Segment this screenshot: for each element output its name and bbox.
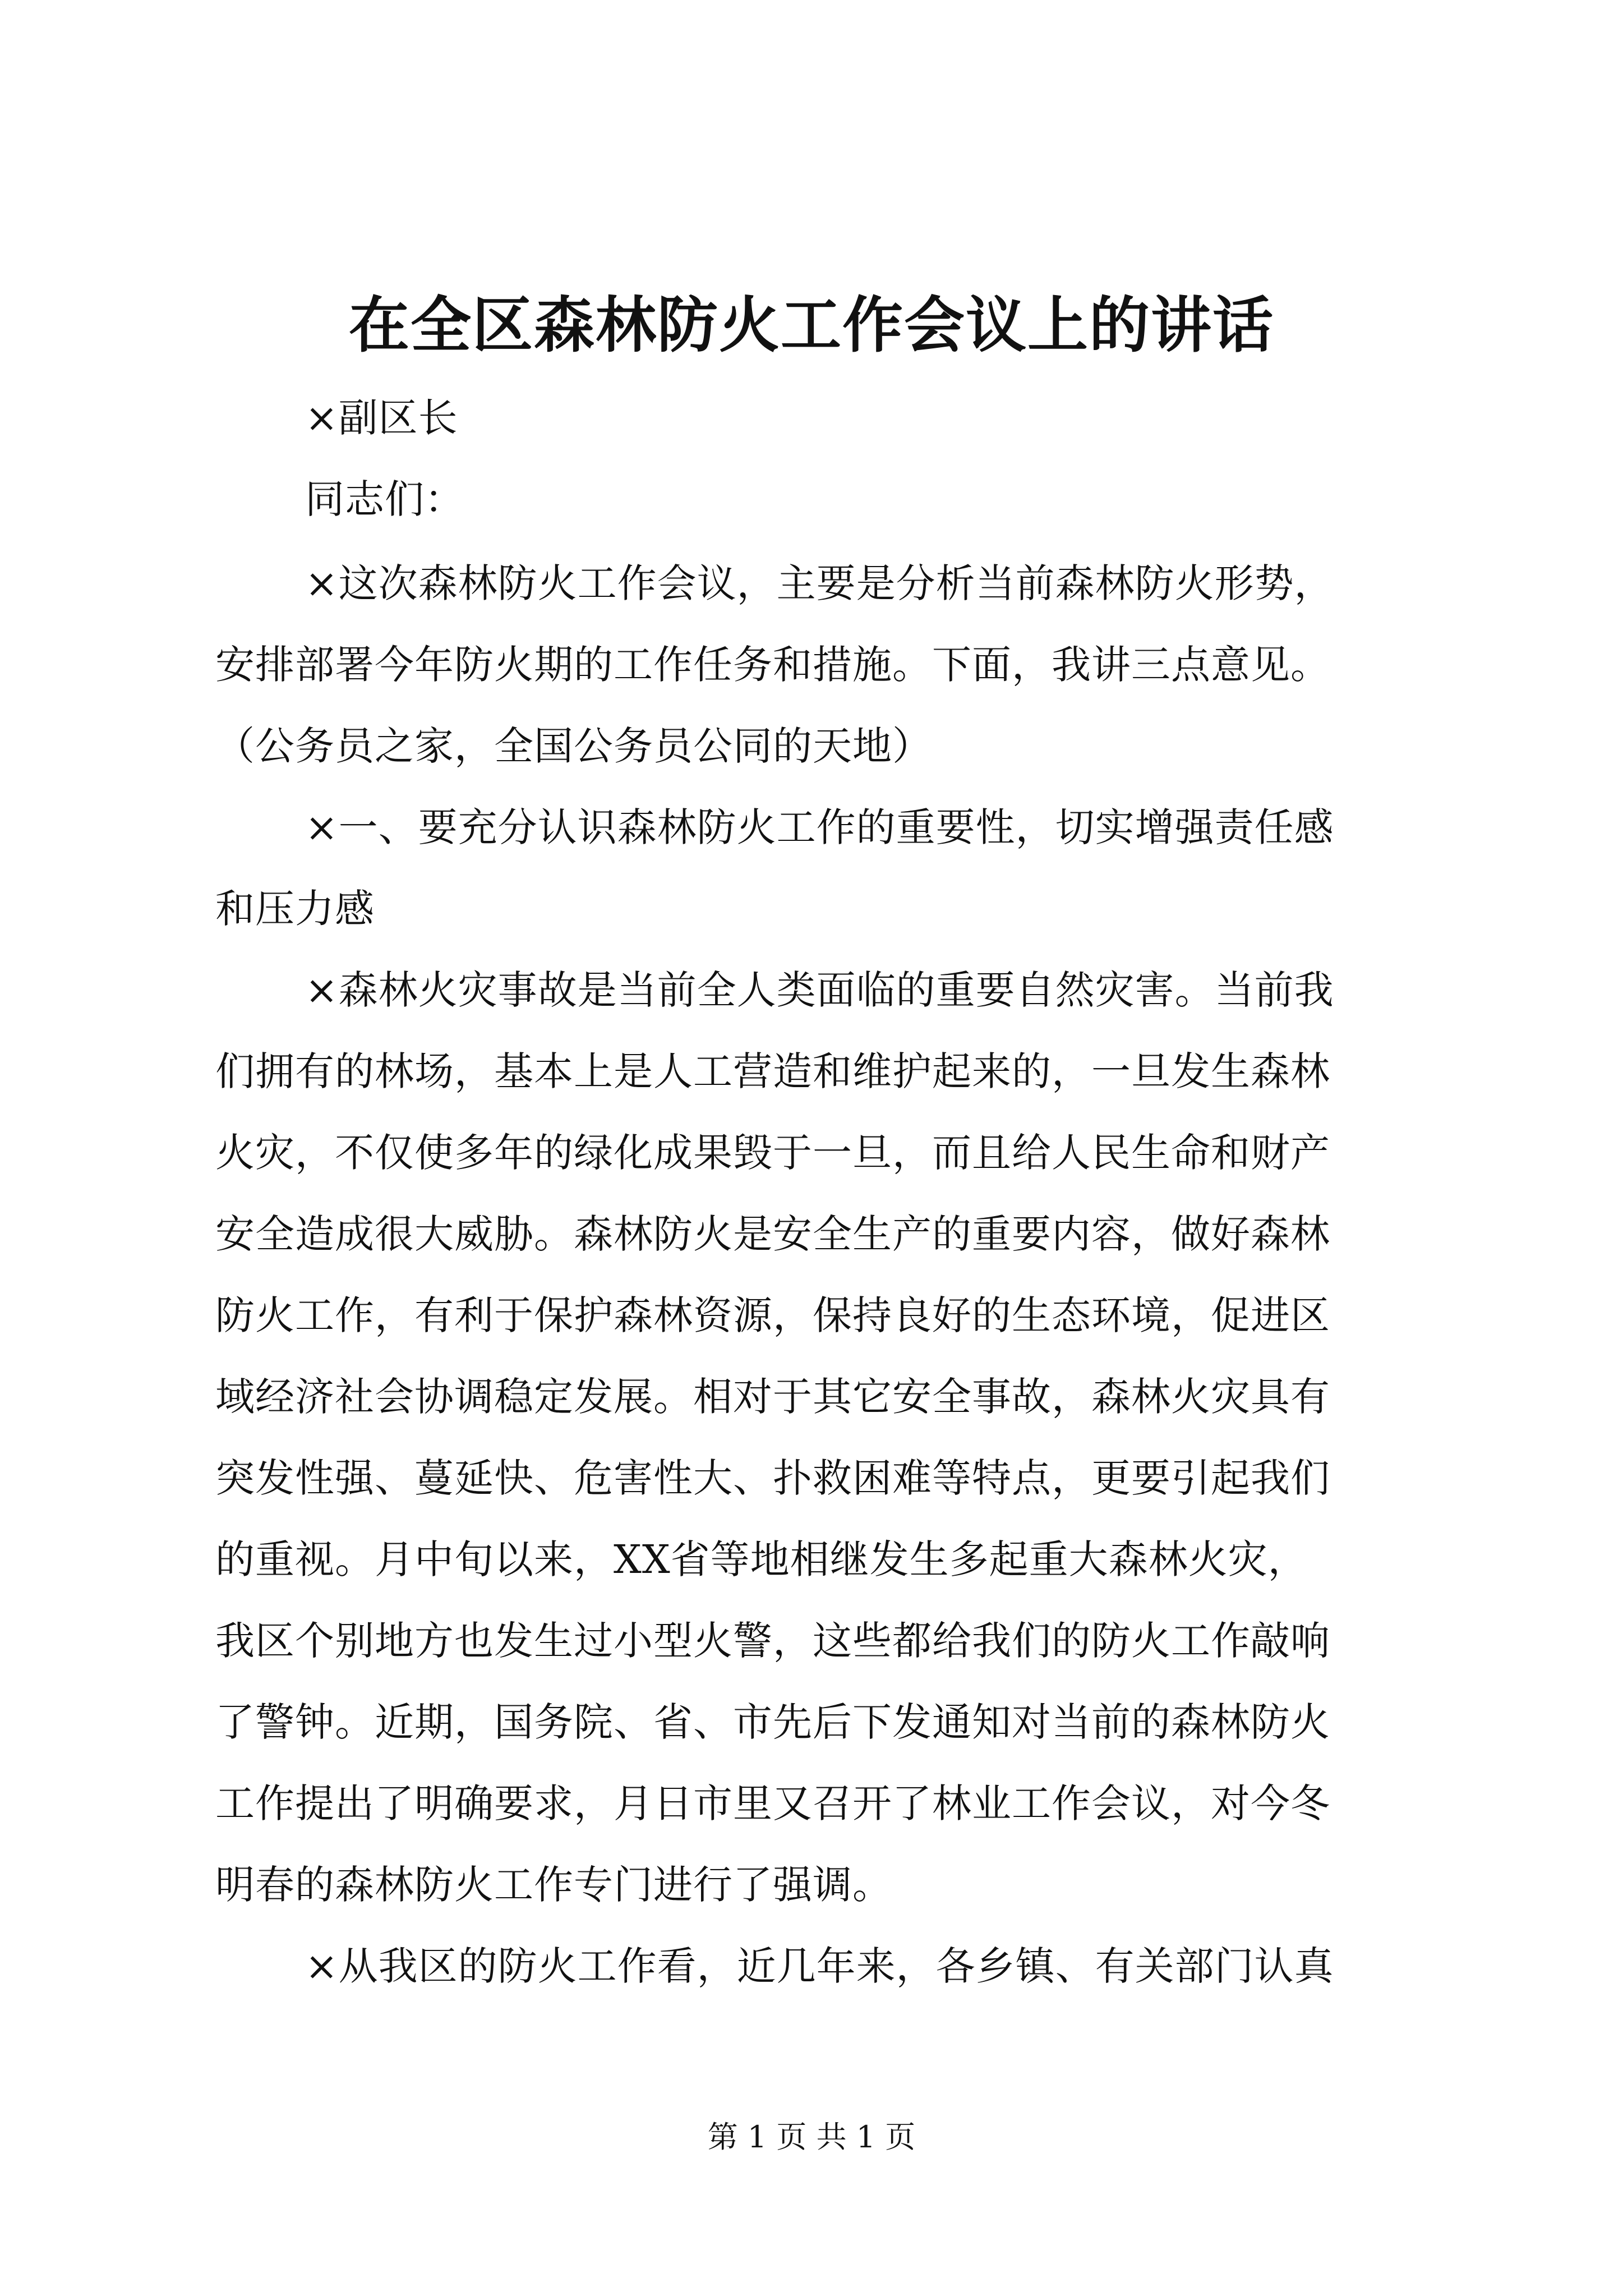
paragraph-line: 了警钟。近期，国务院、省、市先后下发通知对当前的森林防火 [215, 1699, 1330, 1745]
paragraph-line: ×森林火灾事故是当前全人类面临的重要自然灾害。当前我 [305, 967, 1334, 1013]
paragraph-line: 工作提出了明确要求，月日市里又召开了林业工作会议，对今冬 [215, 1780, 1330, 1826]
paragraph-line: 域经济社会协调稳定发展。相对于其它安全事故，森林火灾具有 [215, 1374, 1330, 1420]
paragraph-line: 我区个别地方也发生过小型火警，这些都给我们的防火工作敲响 [215, 1618, 1330, 1664]
paragraph-line: 安排部署今年防火期的工作任务和措施。下面，我讲三点意见。 [215, 642, 1330, 688]
paragraph-line: ×这次森林防火工作会议，主要是分析当前森林防火形势， [305, 560, 1334, 606]
paragraph-line: 防火工作，有利于保护森林资源，保持良好的生态环境，促进区 [215, 1292, 1330, 1338]
paragraph-line: 安全造成很大威胁。森林防火是安全生产的重要内容，做好森林 [215, 1211, 1330, 1257]
paragraph-line: （公务员之家，全国公务员公同的天地） [215, 723, 932, 769]
document-title: 在全区森林防火工作会议上的讲话 [348, 290, 1274, 361]
paragraph-line: 火灾，不仅使多年的绿化成果毁于一旦，而且给人民生命和财产 [215, 1130, 1330, 1176]
paragraph-line: ×从我区的防火工作看，近几年来，各乡镇、有关部门认真 [305, 1943, 1334, 1989]
paragraph-line: 的重视。月中旬以来，XX省等地相继发生多起重大森林火灾， [215, 1536, 1308, 1582]
paragraph-line: 们拥有的林场，基本上是人工营造和维护起来的，一旦发生森林 [215, 1048, 1330, 1094]
author-line: ×副区长 [305, 395, 458, 441]
page-footer: 第 1 页 共 1 页 [707, 2119, 916, 2155]
salutation-line: 同志们： [305, 476, 464, 522]
paragraph-line: 突发性强、蔓延快、危害性大、扑救困难等特点，更要引起我们 [215, 1455, 1330, 1501]
section-heading-line: 和压力感 [215, 886, 375, 932]
section-heading-line: ×一、要充分认识森林防火工作的重要性，切实增强责任感 [305, 804, 1334, 850]
paragraph-line: 明春的森林防火工作专门进行了强调。 [215, 1862, 892, 1908]
